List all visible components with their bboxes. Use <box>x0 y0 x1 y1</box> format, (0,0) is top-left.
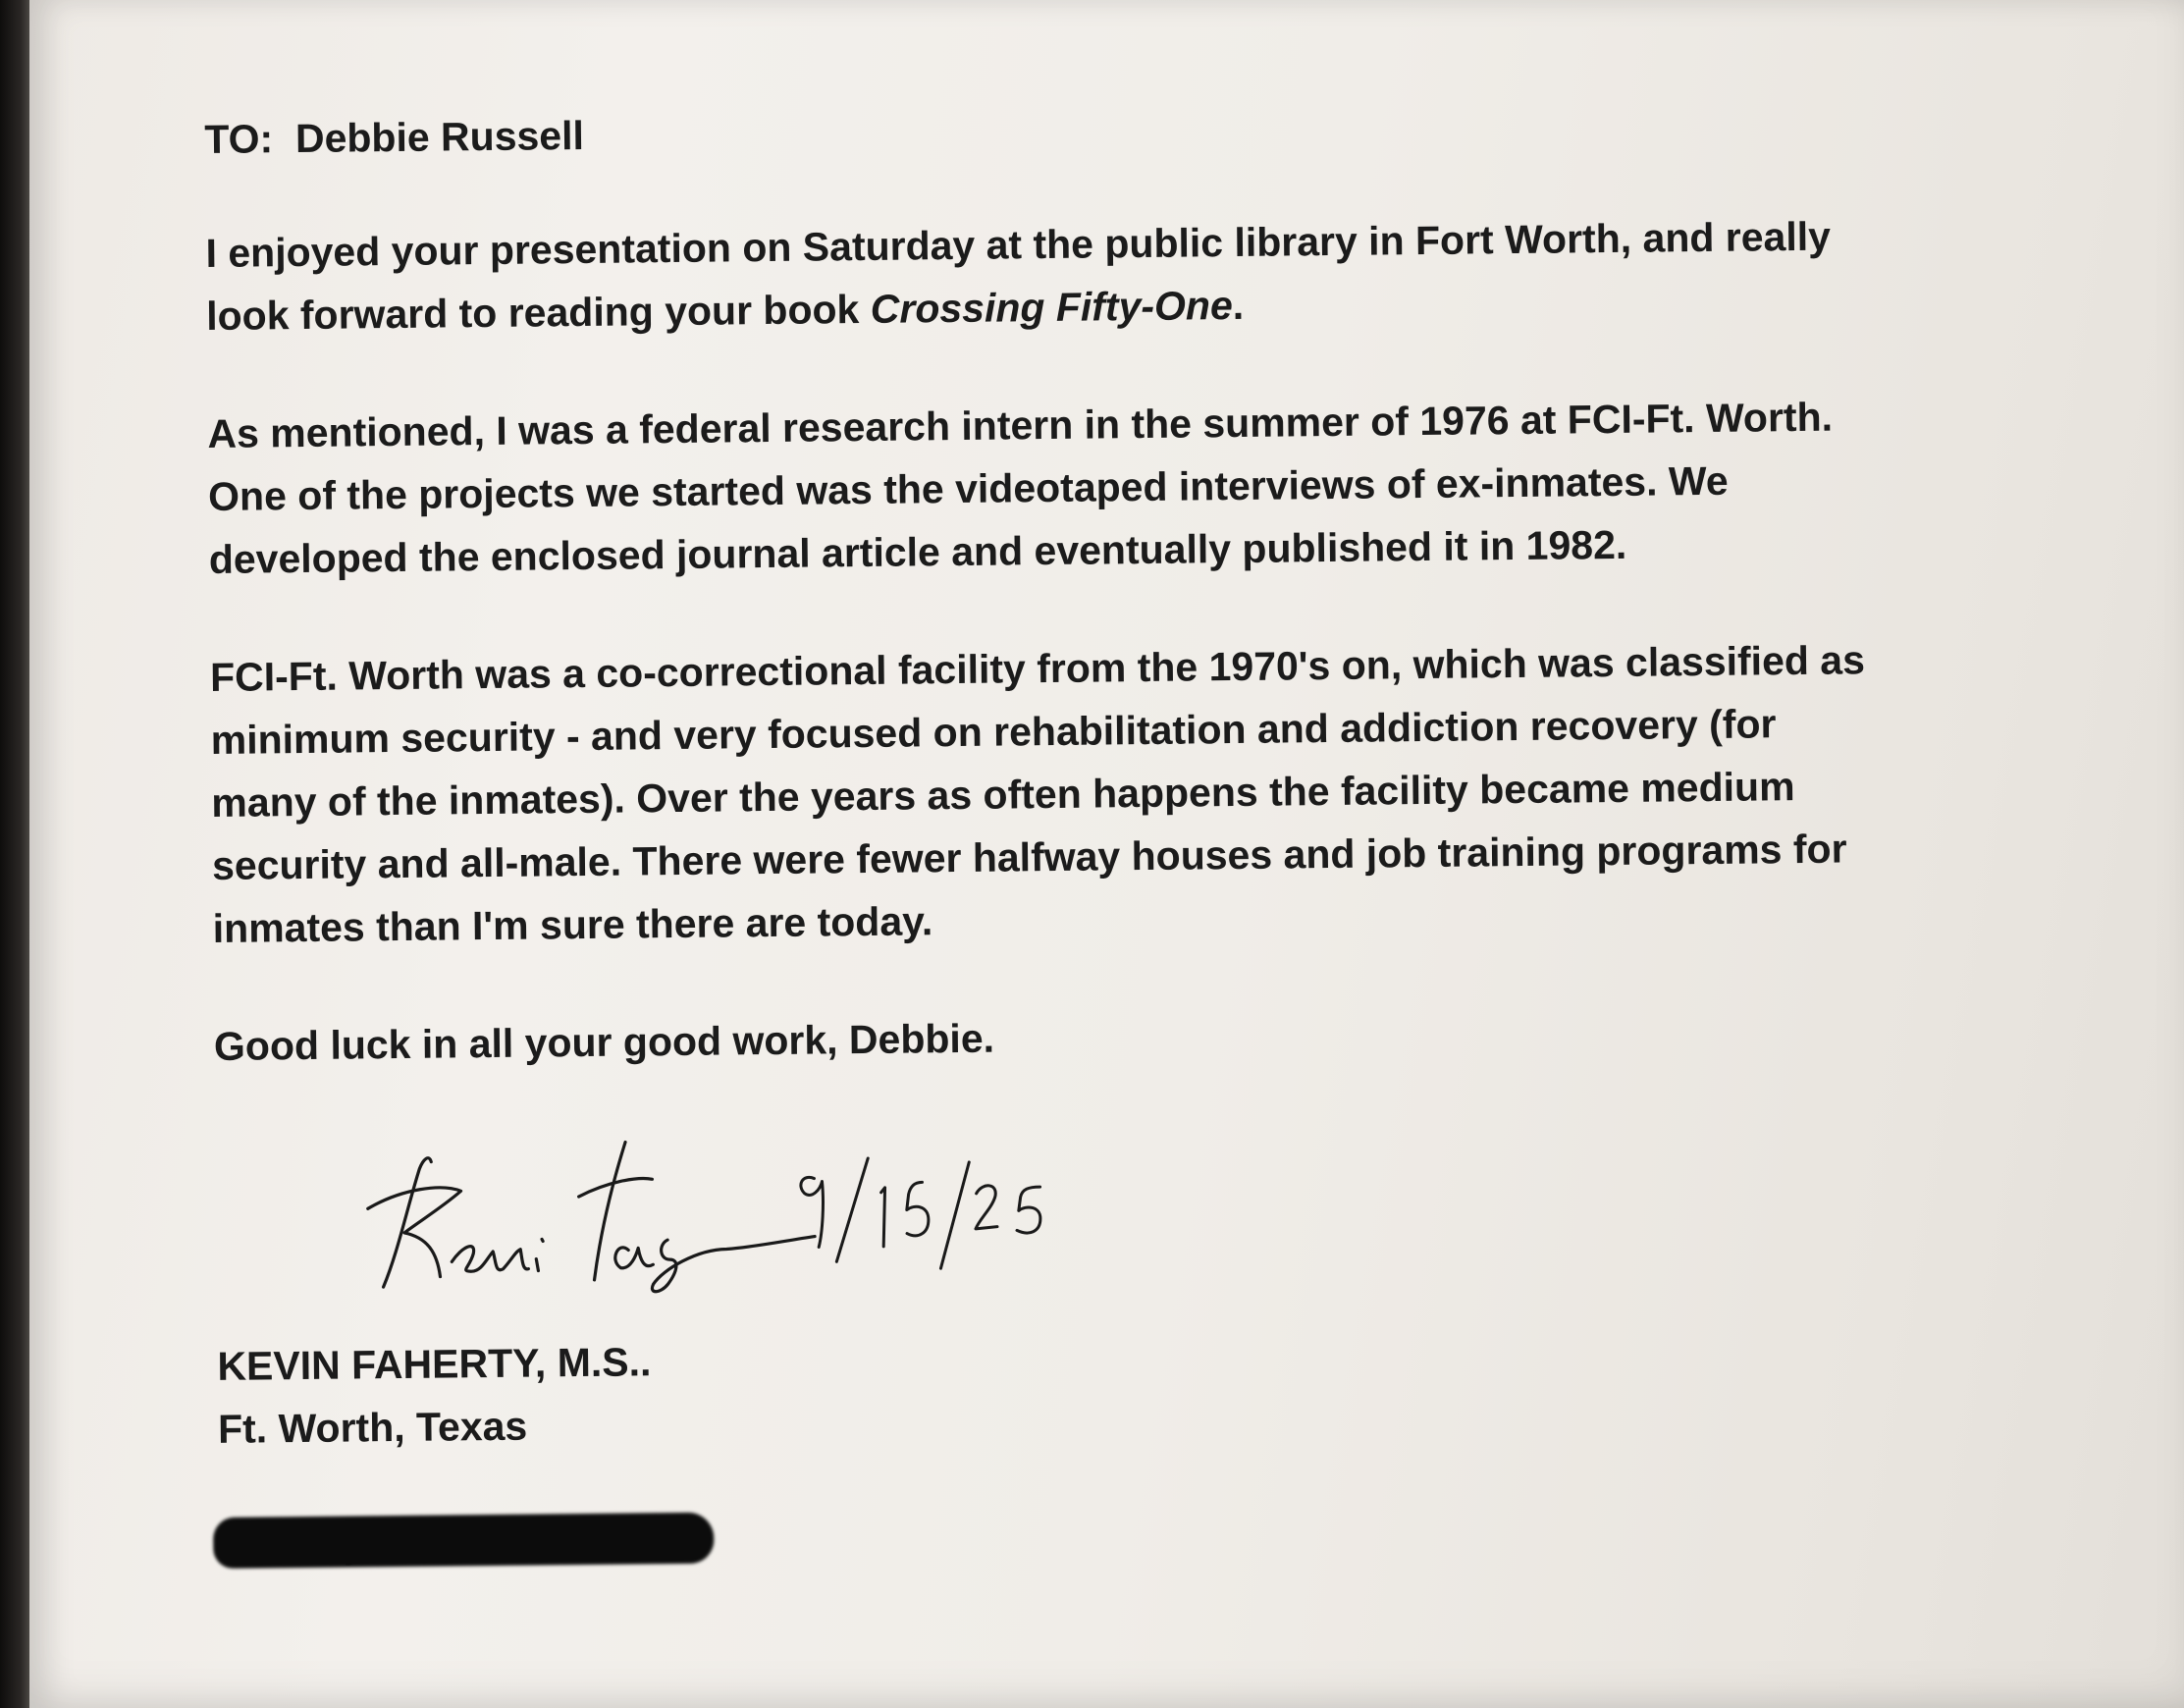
redaction-bar <box>213 1513 715 1569</box>
paragraph-presentation <box>205 203 2012 347</box>
paragraph-line: developed the enclosed journal article and eventually published it in 1982. <box>208 521 1627 582</box>
text-fragment: look forward to reading your book <box>205 286 871 339</box>
paragraph-line: I enjoyed your presentation on Saturday at the public library in Fort Worth, and really <box>205 213 1832 276</box>
letter-body <box>204 89 2026 1575</box>
paragraph-facility <box>210 627 2019 960</box>
paragraph-line: security and all-male. There were fewer halfway houses and job training programs for <box>211 826 1847 888</box>
signature-row <box>215 1098 2023 1313</box>
recipient-line: TO: Debbie Russell <box>204 112 585 162</box>
paragraph-line: As mentioned, I was a federal research intern in the summer of 1976 at FCI-Ft. Worth. <box>207 394 1834 456</box>
photo-background-edge <box>0 0 29 1708</box>
signer-location: Ft. Worth, Texas <box>217 1403 528 1452</box>
paragraph-line: inmates than I'm sure there are today. <box>212 898 933 951</box>
paragraph-line: FCI-Ft. Worth was a co-correctional facility from the 1970's on, which was classified as <box>209 637 1866 700</box>
paragraph-line: One of the projects we started was the videotaped interviews of ex-inmates. We <box>207 457 1729 519</box>
book-title: Crossing Fifty-One <box>870 283 1233 332</box>
handwritten-date <box>774 1122 1071 1282</box>
text-fragment: . <box>1232 282 1245 329</box>
paragraph-line: minimum security - and very focused on rehabilitation and addiction recovery (for <box>210 701 1777 763</box>
signer-block <box>217 1316 2024 1461</box>
closing-line: Good luck in all your good work, Debbie. <box>213 1015 995 1069</box>
paragraph-line: many of the inmates). Over the years as often happens the facility became medium <box>211 764 1795 826</box>
signer-name: KEVIN FAHERTY, M.S.. <box>217 1339 652 1389</box>
paragraph-internship <box>207 384 2015 591</box>
